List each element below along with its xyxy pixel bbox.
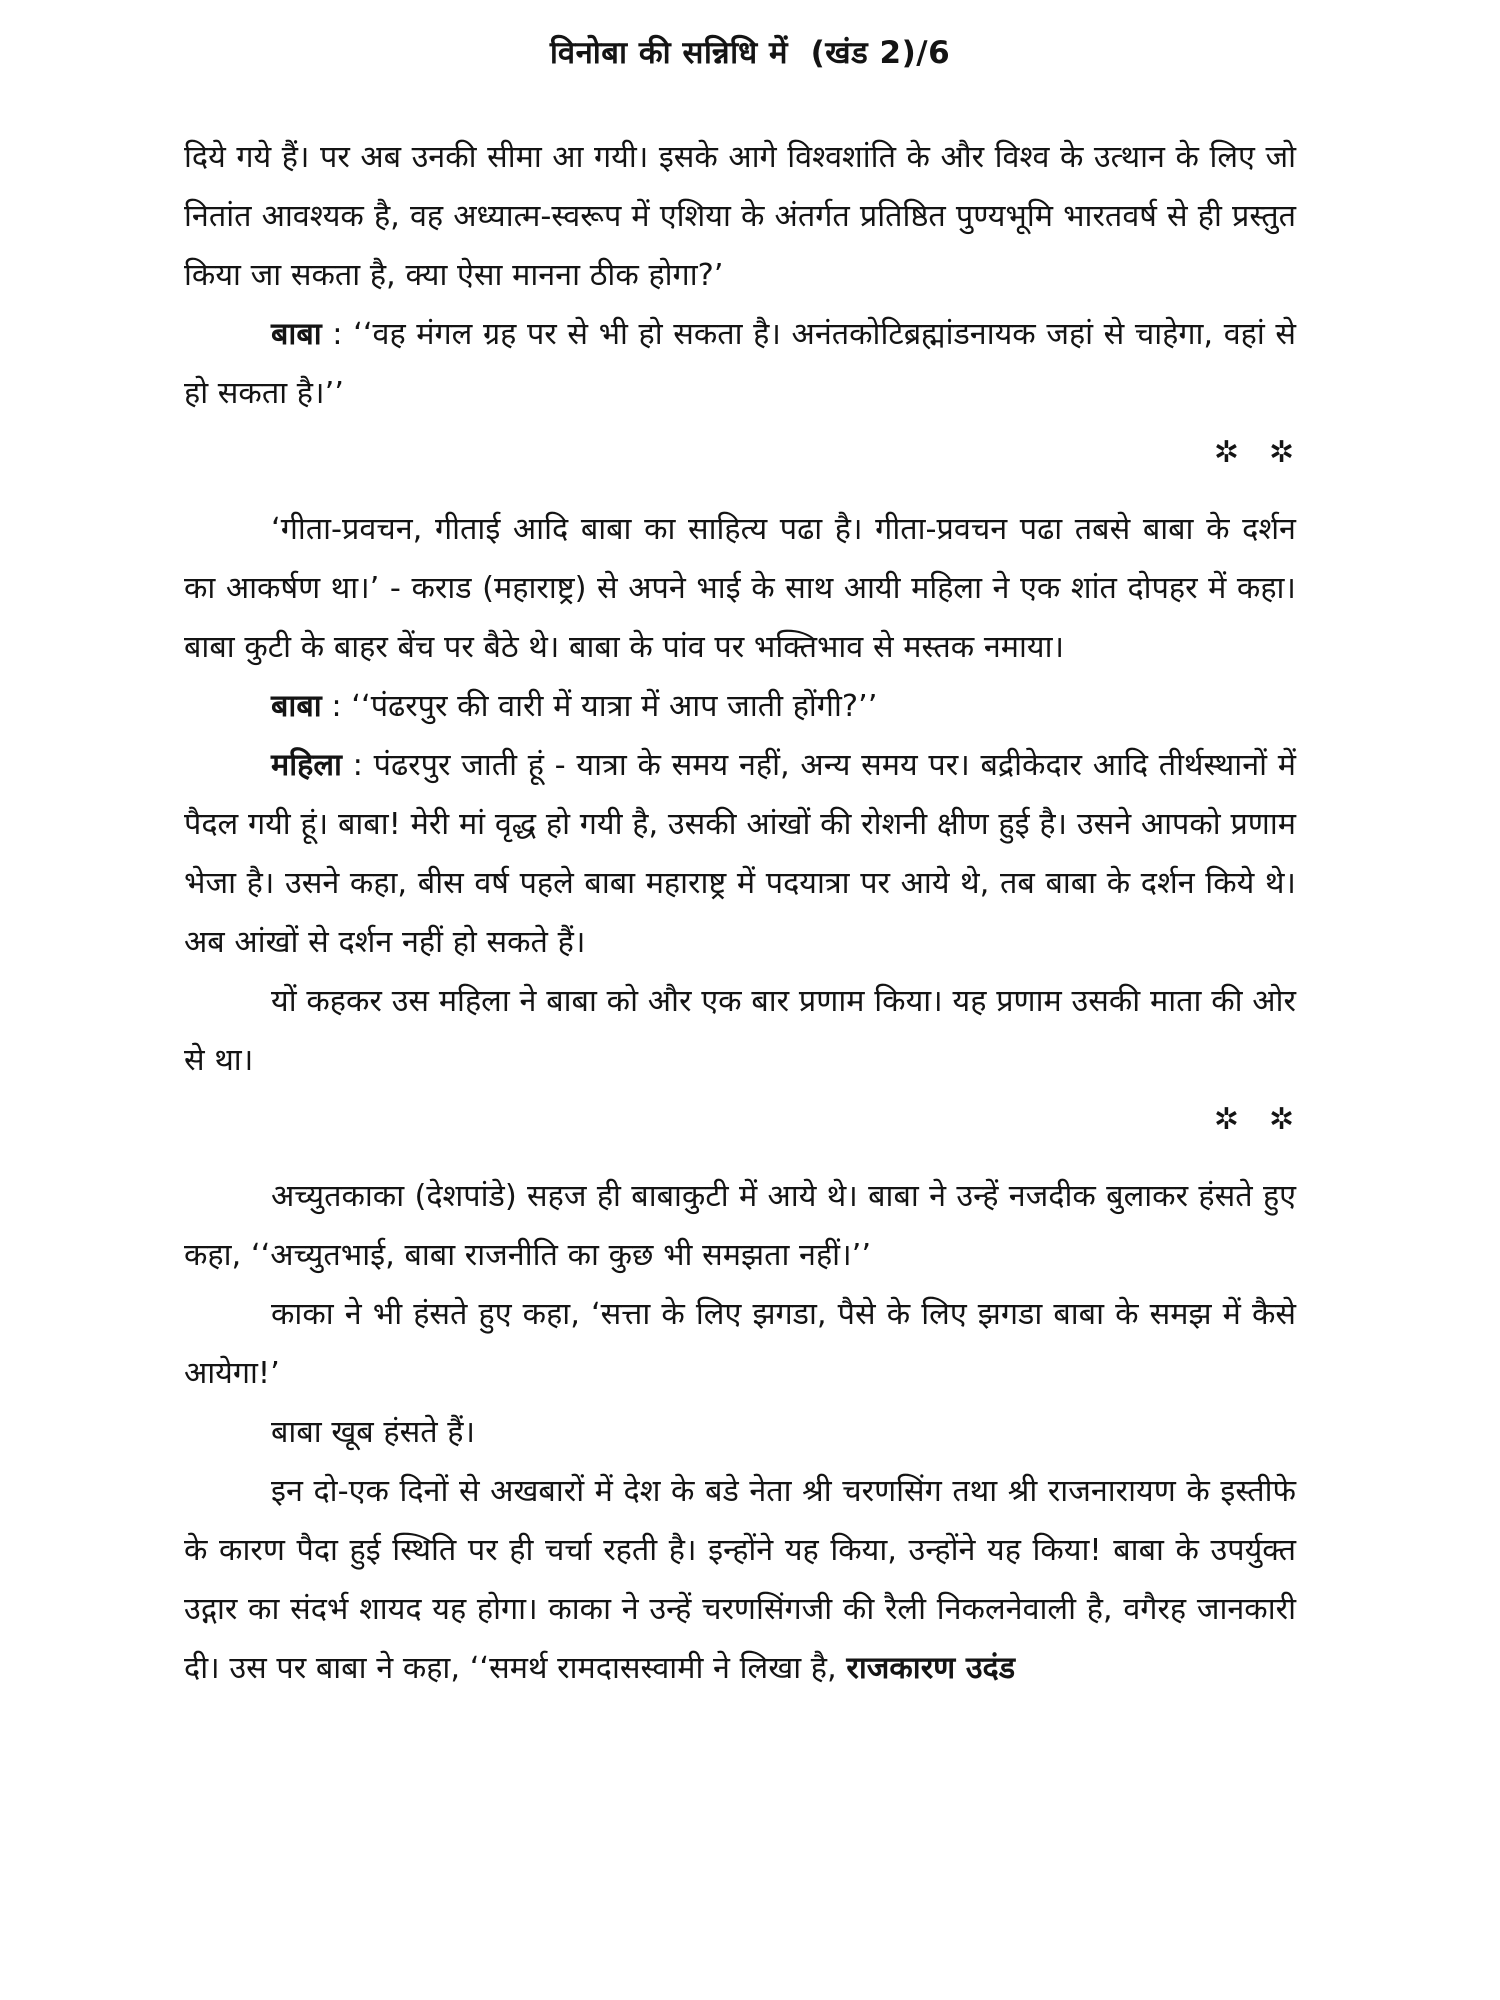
paragraph-baba-question: [184, 677, 1296, 736]
asterisk-icon: ✲: [1268, 1102, 1294, 1137]
asterisk-icon: ✲: [1213, 435, 1239, 470]
paragraph-baba-laughs: बाबा खूब हंसते हैं।: [271, 1415, 476, 1450]
book-title: विनोबा की सन्निधि में: [549, 35, 789, 71]
dialogue-text: : पंढरपुर जाती हूं - यात्रा के समय नहीं, अन्य समय पर। बद्रीकेदार आदि तीर्थस्थानों में पैदल गयी हूं। बाबा! मेरी मां वृद्ध हो गयी है, उसकी आंखों की रोशनी क्षीण हुई है। उसने आपको प्रणाम भेजा है। उसने कहा, बीस वर्ष पहले बाबा महाराष्ट्र में पदयात्रा पर आये थे, तब बाबा के दर्शन किये थे। अब आंखों से दर्शन नहीं हो सकते हैं।: [184, 748, 1296, 960]
dialogue-text: : ‘‘पंढरपुर की वारी में यात्रा में आप जाती होंगी?’’: [321, 689, 878, 724]
speaker-label: बाबा: [271, 689, 322, 724]
paragraph-pranam: यों कहकर उस महिला ने बाबा को और एक बार प्रणाम किया। यह प्रणाम उसकी माता की ओर से था।: [184, 984, 1296, 1078]
emphasized-text: राजकारण उदंड: [846, 1651, 1016, 1686]
paragraph-text: इन दो-एक दिनों से अखबारों में देश के बडे नेता श्री चरणसिंग तथा श्री राजनारायण के इस्तीफे के कारण पैदा हुई स्थिति पर ही चर्चा रहती है। इन्होंने यह किया, उन्होंने यह किया! बाबा के उपर्युक्त उद्गार का संदर्भ शायद यह होगा। काका ने उन्हें चरणसिंगजी की रैली निकलनेवाली है, वगैरह जानकारी दी। उस पर बाबा ने कहा, ‘‘समर्थ रामदासस्वामी ने लिखा है,: [184, 1474, 1296, 1686]
paragraph-gita-pravachan: ‘गीता-प्रवचन, गीताई आदि बाबा का साहित्य पढा है। गीता-प्रवचन पढा तबसे बाबा के दर्शन का आकर्षण था।’ - कराड (महाराष्ट्र) से अपने भाई के साथ आयी महिला ने एक शांत दोपहर में कहा। बाबा कुटी के बाहर बेंच पर बैठे थे। बाबा के पांव पर भक्तिभाव से मस्तक नमाया।: [184, 512, 1296, 665]
dialogue-text: : ‘‘वह मंगल ग्रह पर से भी हो सकता है। अनंतकोटिब्रह्मांडनायक जहां से चाहेगा, वहां से हो सकता है।’’: [184, 317, 1296, 411]
speaker-label: बाबा: [271, 317, 322, 352]
section-divider: [184, 1090, 1296, 1149]
paragraph-achyutkaka: अच्युतकाका (देशपांडे) सहज ही बाबाकुटी में आये थे। बाबा ने उन्हें नजदीक बुलाकर हंसते हुए कहा, ‘‘अच्युतभाई, बाबा राजनीति का कुछ भी समझता नहीं।’’: [184, 1179, 1296, 1273]
paragraph-woman-reply: [184, 736, 1296, 972]
paragraph-continued: दिये गये हैं। पर अब उनकी सीमा आ गयी। इसके आगे विश्वशांति के और विश्व के उत्थान के लिए जो नितांत आवश्यक है, वह अध्यात्म-स्वरूप में एशिया के अंतर्गत प्रतिष्ठित पुण्यभूमि भारतवर्ष से ही प्रस्तुत किया जा सकता है, क्या ऐसा मानना ठीक होगा?’: [184, 140, 1296, 293]
running-header: [0, 28, 1500, 78]
speaker-label: महिला: [271, 748, 342, 783]
body-text: [184, 128, 1296, 1698]
asterisk-icon: ✲: [1268, 435, 1294, 470]
paragraph-kaka-reply: काका ने भी हंसते हुए कहा, ‘सत्ता के लिए झगडा, पैसे के लिए झगडा बाबा के समझ में कैसे आयेगा!’: [184, 1297, 1296, 1391]
asterisk-icon: ✲: [1213, 1102, 1239, 1137]
paragraph-newspapers: [184, 1462, 1296, 1698]
volume-page-number: (खंड 2)/6: [810, 35, 951, 71]
section-divider: [184, 423, 1296, 482]
paragraph-baba-reply-1: [184, 305, 1296, 423]
